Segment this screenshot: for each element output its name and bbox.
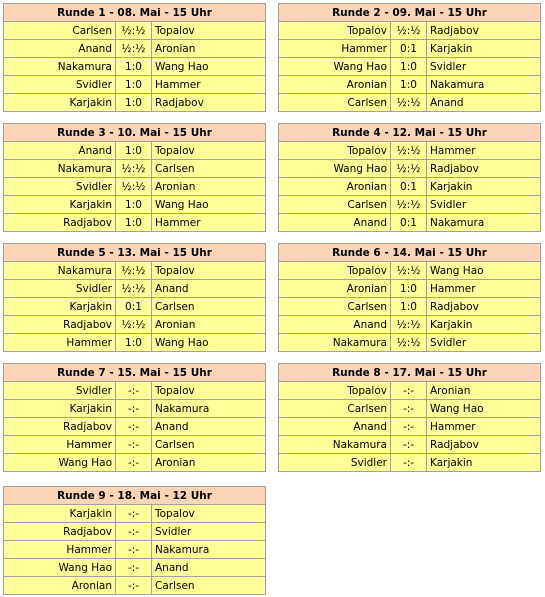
round-title: Runde 3 - 10. Mai - 15 Uhr xyxy=(4,124,266,142)
game-row xyxy=(4,436,266,454)
game-result: -:- xyxy=(116,559,152,577)
black-player: Nakamura xyxy=(427,214,541,232)
game-result: -:- xyxy=(116,418,152,436)
game-result: ½:½ xyxy=(391,160,427,178)
white-player: Anand xyxy=(279,214,391,232)
black-player: Anand xyxy=(152,559,266,577)
black-player: Aronian xyxy=(427,382,541,400)
black-player: Radjabov xyxy=(427,160,541,178)
game-row xyxy=(279,280,541,298)
black-player: Hammer xyxy=(152,76,266,94)
white-player: Karjakin xyxy=(4,298,116,316)
game-result: 1:0 xyxy=(116,142,152,160)
black-player: Hammer xyxy=(427,418,541,436)
game-row xyxy=(4,577,266,595)
game-row xyxy=(4,316,266,334)
game-result: 0:1 xyxy=(116,298,152,316)
white-player: Carlsen xyxy=(279,196,391,214)
white-player: Wang Hao xyxy=(279,160,391,178)
black-player: Carlsen xyxy=(152,577,266,595)
round-table xyxy=(278,363,541,472)
black-player: Topalov xyxy=(152,382,266,400)
game-row xyxy=(4,262,266,280)
white-player: Nakamura xyxy=(4,262,116,280)
game-result: 1:0 xyxy=(391,76,427,94)
black-player: Carlsen xyxy=(152,298,266,316)
black-player: Nakamura xyxy=(427,76,541,94)
game-row xyxy=(4,400,266,418)
game-row xyxy=(4,334,266,352)
game-result: 1:0 xyxy=(391,58,427,76)
round-table xyxy=(278,123,541,232)
game-row xyxy=(279,76,541,94)
black-player: Aronian xyxy=(152,40,266,58)
game-row xyxy=(279,214,541,232)
game-row xyxy=(4,418,266,436)
game-row xyxy=(4,94,266,112)
white-player: Radjabov xyxy=(4,214,116,232)
game-result: -:- xyxy=(116,523,152,541)
game-row xyxy=(4,559,266,577)
black-player: Wang Hao xyxy=(152,196,266,214)
black-player: Hammer xyxy=(152,214,266,232)
black-player: Karjakin xyxy=(427,40,541,58)
game-result: ½:½ xyxy=(391,262,427,280)
game-result: -:- xyxy=(116,505,152,523)
game-result: -:- xyxy=(116,382,152,400)
white-player: Anand xyxy=(279,316,391,334)
white-player: Carlsen xyxy=(4,22,116,40)
game-result: 1:0 xyxy=(391,298,427,316)
white-player: Wang Hao xyxy=(279,58,391,76)
black-player: Carlsen xyxy=(152,160,266,178)
black-player: Radjabov xyxy=(427,298,541,316)
round-table xyxy=(278,3,541,112)
game-row xyxy=(279,178,541,196)
black-player: Svidler xyxy=(427,58,541,76)
black-player: Wang Hao xyxy=(152,334,266,352)
black-player: Carlsen xyxy=(152,436,266,454)
round-title: Runde 6 - 14. Mai - 15 Uhr xyxy=(279,244,541,262)
white-player: Svidler xyxy=(4,178,116,196)
round-table xyxy=(3,486,266,595)
white-player: Carlsen xyxy=(279,94,391,112)
black-player: Wang Hao xyxy=(152,58,266,76)
white-player: Anand xyxy=(279,418,391,436)
black-player: Anand xyxy=(152,280,266,298)
game-row xyxy=(279,418,541,436)
game-result: 1:0 xyxy=(116,58,152,76)
black-player: Svidler xyxy=(427,334,541,352)
white-player: Svidler xyxy=(279,454,391,472)
black-player: Anand xyxy=(427,94,541,112)
game-row xyxy=(4,541,266,559)
white-player: Nakamura xyxy=(4,58,116,76)
game-row xyxy=(279,58,541,76)
white-player: Nakamura xyxy=(279,436,391,454)
game-row xyxy=(4,178,266,196)
game-row xyxy=(4,58,266,76)
white-player: Radjabov xyxy=(4,418,116,436)
game-result: 1:0 xyxy=(116,334,152,352)
game-result: ½:½ xyxy=(116,280,152,298)
game-result: -:- xyxy=(391,454,427,472)
white-player: Aronian xyxy=(279,178,391,196)
game-result: -:- xyxy=(116,400,152,418)
game-row xyxy=(279,436,541,454)
game-result: -:- xyxy=(116,454,152,472)
game-result: ½:½ xyxy=(116,160,152,178)
white-player: Aronian xyxy=(4,577,116,595)
game-row xyxy=(279,316,541,334)
game-row xyxy=(4,196,266,214)
game-row xyxy=(4,505,266,523)
game-row xyxy=(279,400,541,418)
game-row xyxy=(4,160,266,178)
black-player: Hammer xyxy=(427,142,541,160)
white-player: Nakamura xyxy=(279,334,391,352)
game-result: 0:1 xyxy=(391,214,427,232)
game-result: ½:½ xyxy=(391,316,427,334)
game-row xyxy=(4,214,266,232)
game-result: ½:½ xyxy=(116,22,152,40)
game-row xyxy=(4,454,266,472)
white-player: Karjakin xyxy=(4,505,116,523)
black-player: Svidler xyxy=(427,196,541,214)
black-player: Radjabov xyxy=(427,22,541,40)
white-player: Svidler xyxy=(4,382,116,400)
game-result: -:- xyxy=(116,541,152,559)
white-player: Carlsen xyxy=(279,298,391,316)
game-result: 0:1 xyxy=(391,40,427,58)
game-row xyxy=(4,523,266,541)
game-row xyxy=(279,382,541,400)
game-row xyxy=(4,298,266,316)
white-player: Aronian xyxy=(279,280,391,298)
black-player: Radjabov xyxy=(152,94,266,112)
game-result: ½:½ xyxy=(116,40,152,58)
white-player: Anand xyxy=(4,40,116,58)
black-player: Aronian xyxy=(152,316,266,334)
game-row xyxy=(279,262,541,280)
black-player: Karjakin xyxy=(427,454,541,472)
game-row xyxy=(4,40,266,58)
white-player: Hammer xyxy=(279,40,391,58)
game-row xyxy=(279,160,541,178)
white-player: Wang Hao xyxy=(4,454,116,472)
game-result: -:- xyxy=(391,436,427,454)
black-player: Svidler xyxy=(152,523,266,541)
white-player: Topalov xyxy=(279,262,391,280)
round-table xyxy=(278,243,541,352)
game-result: 0:1 xyxy=(391,178,427,196)
white-player: Hammer xyxy=(4,436,116,454)
white-player: Radjabov xyxy=(4,523,116,541)
black-player: Wang Hao xyxy=(427,262,541,280)
game-result: 1:0 xyxy=(391,280,427,298)
round-title: Runde 2 - 09. Mai - 15 Uhr xyxy=(279,4,541,22)
black-player: Topalov xyxy=(152,262,266,280)
game-result: ½:½ xyxy=(391,334,427,352)
game-row xyxy=(4,22,266,40)
game-row xyxy=(279,40,541,58)
game-result: -:- xyxy=(116,436,152,454)
game-row xyxy=(279,334,541,352)
white-player: Hammer xyxy=(4,541,116,559)
round-table xyxy=(3,363,266,472)
game-result: ½:½ xyxy=(391,94,427,112)
black-player: Nakamura xyxy=(152,541,266,559)
game-row xyxy=(4,280,266,298)
white-player: Nakamura xyxy=(4,160,116,178)
game-result: -:- xyxy=(116,577,152,595)
black-player: Aronian xyxy=(152,454,266,472)
white-player: Wang Hao xyxy=(4,559,116,577)
white-player: Radjabov xyxy=(4,316,116,334)
white-player: Karjakin xyxy=(4,196,116,214)
black-player: Karjakin xyxy=(427,178,541,196)
game-result: ½:½ xyxy=(391,142,427,160)
white-player: Carlsen xyxy=(279,400,391,418)
black-player: Aronian xyxy=(152,178,266,196)
game-result: 1:0 xyxy=(116,196,152,214)
game-row xyxy=(279,196,541,214)
game-row xyxy=(279,454,541,472)
game-result: ½:½ xyxy=(391,22,427,40)
game-row xyxy=(279,298,541,316)
white-player: Svidler xyxy=(4,280,116,298)
black-player: Hammer xyxy=(427,280,541,298)
white-player: Topalov xyxy=(279,22,391,40)
round-title: Runde 4 - 12. Mai - 15 Uhr xyxy=(279,124,541,142)
black-player: Topalov xyxy=(152,22,266,40)
round-title: Runde 9 - 18. Mai - 12 Uhr xyxy=(4,487,266,505)
white-player: Karjakin xyxy=(4,400,116,418)
game-row xyxy=(279,22,541,40)
black-player: Wang Hao xyxy=(427,400,541,418)
white-player: Karjakin xyxy=(4,94,116,112)
game-row xyxy=(4,382,266,400)
game-row xyxy=(4,142,266,160)
black-player: Karjakin xyxy=(427,316,541,334)
game-result: ½:½ xyxy=(116,316,152,334)
black-player: Anand xyxy=(152,418,266,436)
round-title: Runde 7 - 15. Mai - 15 Uhr xyxy=(4,364,266,382)
white-player: Aronian xyxy=(279,76,391,94)
round-table xyxy=(3,3,266,112)
game-result: ½:½ xyxy=(391,196,427,214)
game-result: -:- xyxy=(391,382,427,400)
black-player: Topalov xyxy=(152,142,266,160)
round-table xyxy=(3,123,266,232)
game-row xyxy=(4,76,266,94)
white-player: Anand xyxy=(4,142,116,160)
game-result: ½:½ xyxy=(116,262,152,280)
game-result: 1:0 xyxy=(116,76,152,94)
game-result: ½:½ xyxy=(116,178,152,196)
game-result: 1:0 xyxy=(116,94,152,112)
game-row xyxy=(279,94,541,112)
black-player: Topalov xyxy=(152,505,266,523)
round-table xyxy=(3,243,266,352)
round-title: Runde 8 - 17. Mai - 15 Uhr xyxy=(279,364,541,382)
white-player: Topalov xyxy=(279,382,391,400)
black-player: Radjabov xyxy=(427,436,541,454)
white-player: Svidler xyxy=(4,76,116,94)
game-result: 1:0 xyxy=(116,214,152,232)
white-player: Hammer xyxy=(4,334,116,352)
game-result: -:- xyxy=(391,400,427,418)
game-result: -:- xyxy=(391,418,427,436)
round-title: Runde 1 - 08. Mai - 15 Uhr xyxy=(4,4,266,22)
round-title: Runde 5 - 13. Mai - 15 Uhr xyxy=(4,244,266,262)
white-player: Topalov xyxy=(279,142,391,160)
black-player: Nakamura xyxy=(152,400,266,418)
game-row xyxy=(279,142,541,160)
